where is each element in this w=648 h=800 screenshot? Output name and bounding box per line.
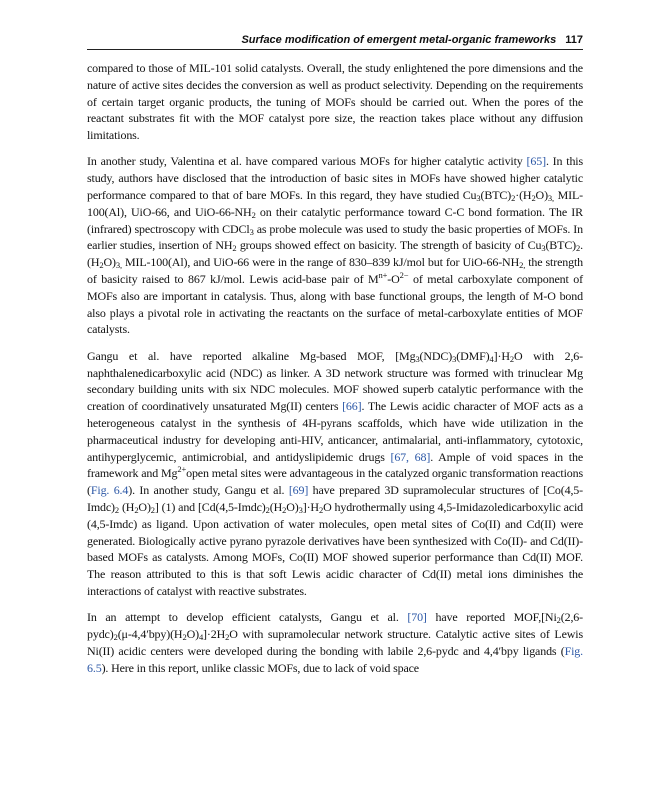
paragraph-4 [87, 609, 583, 676]
subscript: 2 [509, 353, 514, 364]
subscript: 3, [115, 260, 122, 271]
text-run: .(H [87, 238, 583, 270]
text-run: (NDC) [419, 348, 453, 363]
subscript: 2 [232, 243, 237, 254]
text-run: O with supramolecular network structure. Catalytic active sites of Lewis Ni(II) acidic centers were developed during the bonding with labile 2,6-pydc and 4,4′bpy ligands ( [87, 627, 583, 658]
text-run: on their catalytic performance toward C-C bond formation. The IR (infrared) spectroscopy with CDCl [87, 204, 583, 236]
text-run: (BTC) [545, 238, 577, 253]
superscript: n+ [378, 270, 388, 281]
page-number: 117 [565, 34, 583, 46]
text-run: have reported MOF,[Ni [426, 610, 557, 625]
text-run: ] (1) and [Cd(4,5-Imdc) [154, 499, 266, 514]
text-run: ]·H [493, 348, 510, 363]
running-title: Surface modification of emergent metal-organic frameworks [241, 34, 557, 46]
subscript: 2 [114, 504, 120, 515]
superscript: 2+ [177, 464, 187, 475]
text-run: MIL-100(Al), and UiO-66 were in the range of 830–839 kJ/mol but for UiO-66-NH [121, 255, 520, 270]
subscript: 2 [99, 260, 104, 271]
subscript: 2 [134, 504, 139, 515]
text-run: (2,6-pydc) [87, 610, 583, 641]
text-run: O hydrothermally using 4,5-Imidazoledicarboxylic acid (4,5-Imdc) as ligand. Upon activation of water molecules, open metal sites of Co(II) and Cd(II) were generated. Biologically active pyrano pyrazole derivatives have been synthesized with Co(II)- and Cd(II)-based MOFs as catalysts. Among MOFs, Co(II) MOF showed superior performance than Cd(II) MOF. The reason attributed to this is that soft Lewis acidic character of Cd(II) metal ions diminishes the interactions of catalyst with reactive substrates. [87, 499, 584, 598]
subscript: 3 [298, 504, 303, 515]
subscript: 2 [251, 209, 256, 220]
subscript: 3, [547, 193, 554, 204]
figure-link[interactable]: Fig. 6.4 [90, 483, 129, 498]
text-run: (μ-4,4′bpy)(H [117, 627, 183, 641]
subscript: 2 [318, 504, 324, 515]
subscript: 2 [225, 632, 230, 642]
subscript: 3 [249, 226, 254, 237]
subscript: 2 [182, 632, 187, 642]
superscript: 2− [399, 270, 409, 281]
text-run: O) [186, 627, 199, 641]
text-run: . Ample of void spaces in the framework and Mg [87, 449, 584, 481]
text-run: as probe molecule was used to study the basic properties of MOFs. In earlier studies, insertion of NH [87, 221, 583, 253]
citation-link[interactable]: [69] [288, 483, 309, 498]
text-run: MIL-100(Al), UiO-66, and UiO-66-NH [87, 188, 583, 219]
text-run: (H [269, 499, 283, 514]
text-run: In an attempt to develop efficient catalysts, Gangu et al. [87, 610, 408, 625]
text-run: ]·H [302, 499, 319, 514]
header-rule [87, 49, 583, 50]
text-run: In another study, Valentina et al. have compared various MOFs for higher catalytic activity [87, 154, 527, 169]
subscript: 4 [489, 353, 494, 364]
subscript: 2 [531, 193, 536, 204]
text-run: the strength of basicity raised to 867 kJ/mol. Lewis acid-base pair of M [87, 255, 583, 287]
subscript: 2, [519, 260, 526, 271]
subscript: 2 [113, 632, 118, 642]
subscript: 2 [556, 615, 561, 626]
text-run: Gangu et al. have reported alkaline Mg-based MOF, [Mg [87, 348, 416, 363]
figure-link[interactable]: Fig. 6.5 [87, 643, 583, 675]
text-run: groups showed effect on basicity. The strength of basicity of Cu [236, 238, 542, 253]
text-run: O) [103, 255, 116, 270]
text-run: ·(H [515, 188, 532, 203]
text-run: (H [119, 499, 135, 514]
text-run: of metal carboxylate component of MOFs also are important in catalysis. Thus, along with base functional groups, the length of M-O bond also plays a pivotal role in activating the reactants on the surface of metal-carboxylate entities of MOF catalysts. [87, 272, 583, 337]
text-run: (BTC) [480, 188, 512, 203]
text-run: O with 2,6-naphthalenedicarboxylic acid (NDC) as linker. A 3D network structure was formed with trinuclear Mg secondary building units with six NDC molecules. MOF showed superb catalytic performance with the creation of coordinatively unsaturated Mg(II) centers [87, 348, 583, 414]
text-run: O) [535, 188, 548, 203]
subscript: 3 [476, 193, 481, 204]
paragraph-1 [87, 60, 583, 144]
body-text [87, 60, 583, 686]
subscript: 2 [265, 504, 270, 515]
text-run: . The Lewis acidic character of MOF acts as a heterogeneous catalyst in the synthesis of 4H-pyrans scaffolds, which have wide utilization in the pharmaceutical industry for developing anti-HIV, anticancer, antimalarial, anti-inflammatory, cytotoxic, antihyperglycemic, antimicrobial, and antidyslipidemic drugs [87, 399, 584, 464]
subscript: 2 [282, 504, 287, 515]
text-run: . In this study, authors have disclosed that the introduction of basic sites in MOFs have showed higher catalytic performance compared to that of bare MOFs. In this regard, they have studied Cu [87, 154, 584, 203]
citation-link[interactable]: [66] [342, 399, 362, 414]
subscript: 4 [198, 632, 204, 642]
citation-link[interactable]: [70] [407, 610, 427, 625]
text-run: ]·2H [203, 627, 226, 641]
text-run: (DMF) [456, 348, 490, 363]
text-run: ). Here in this report, unlike classic MOFs, due to lack of void space [101, 660, 419, 675]
citation-link[interactable]: [65] [526, 154, 546, 169]
subscript: 3 [541, 243, 546, 254]
text-run: O) [286, 499, 299, 514]
text-run: O) [138, 499, 151, 514]
running-header [87, 31, 583, 49]
paragraph-3 [87, 348, 583, 600]
subscript: 3 [452, 353, 457, 364]
subscript: 3 [415, 353, 420, 364]
text-run: have prepared 3D supramolecular structures of [Co(4,5-Imdc) [87, 483, 583, 514]
paragraph-2 [87, 153, 583, 338]
subscript: 2 [511, 193, 516, 204]
text-run: open metal sites were advantageous in the catalyzed organic transformation reactions ( [87, 466, 583, 498]
citation-link[interactable]: [67, 68] [390, 449, 431, 464]
subscript: 2 [150, 504, 155, 515]
text-run: -O [387, 272, 400, 287]
text-run: ). In another study, Gangu et al. [128, 483, 289, 498]
text-run: compared to those of MIL-101 solid catalysts. Overall, the study enlightened the pore dimensions and the nature of active sites decides the conversion as well as product selectivity. Depending on the requirements of certain target organic products, the tuning of MOFs should be carried out. When the pores of the reactant substrates fit with the MOF catalyst pore size, the reaction takes place without any diffusion limitations. [87, 61, 583, 143]
subscript: 2 [576, 243, 581, 254]
